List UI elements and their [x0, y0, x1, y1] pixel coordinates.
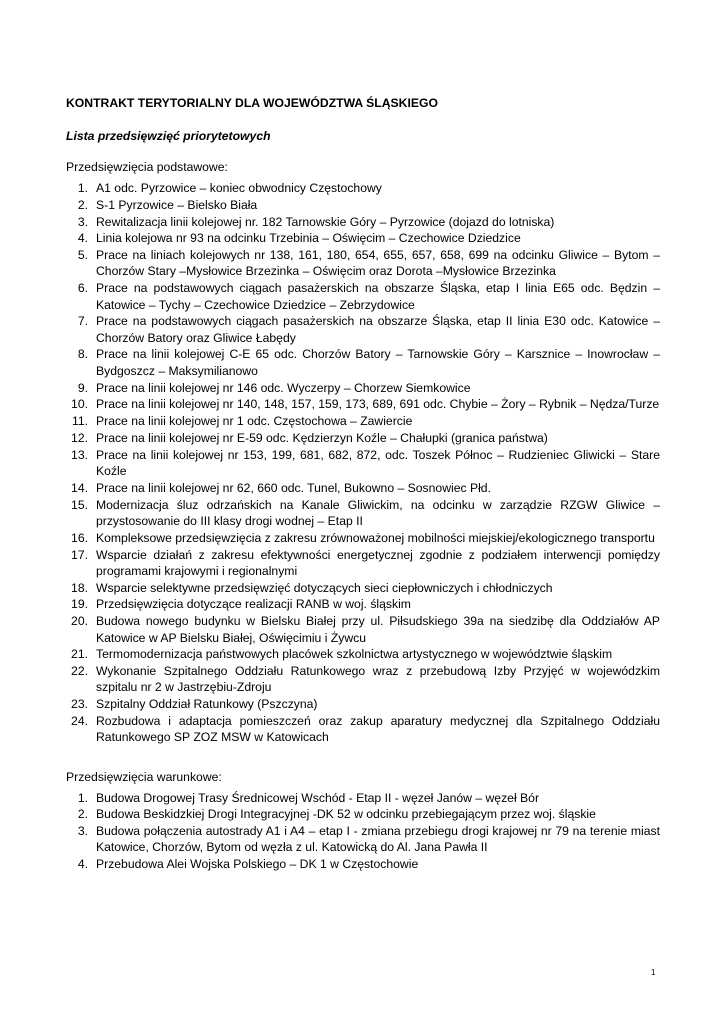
list-item-text: Termomodernizacja państwowych placówek szkolnictwa artystycznego w województwie śląskim — [96, 647, 613, 662]
list-item — [66, 580, 660, 596]
list-item — [66, 396, 660, 412]
list-item-number: 6. — [77, 281, 88, 296]
conditional-projects-list — [66, 790, 660, 873]
list-item-text: Kompleksowe przedsięwzięcia z zakresu zrównoważonej mobilności miejskiej/ekologicznego transportu — [96, 530, 655, 545]
list-item-number: 3. — [77, 214, 88, 229]
list-item-text: Linia kolejowa nr 93 na odcinku Trzebinia – Oświęcim – Czechowice Dziedzice — [96, 231, 521, 246]
list-item-text: A1 odc. Pyrzowice – koniec obwodnicy Częstochowy — [96, 181, 382, 195]
list-item-text: Szpitalny Oddział Ratunkowy (Pszczyna) — [96, 697, 318, 712]
list-item-number: 4. — [77, 231, 88, 246]
list-item-text: Prace na liniach kolejowych nr 138, 161, 180, 654, 655, 657, 658, 699 na odcinku Gliwice – Bytom – Chorzów Stary –Mysłowice Brzezinka – Oświęcim oraz Dorota –Mysłowice Brzezinka — [96, 248, 660, 279]
list-item-text: Prace na linii kolejowej nr 146 odc. Wyczerpy – Chorzew Siemkowice — [96, 380, 471, 395]
list-item-number: 2. — [77, 807, 88, 822]
list-item — [66, 547, 660, 580]
list-item-text: Prace na podstawowych ciągach pasażerskich na obszarze Śląska, etap I linia E65 odc. Będzin – Katowice – Tychy – Czechowice Dziedzice – Zebrzydowice — [96, 281, 660, 312]
list-item — [66, 230, 660, 246]
list-item — [66, 197, 660, 213]
list-item — [66, 613, 660, 646]
list-item-number: 5. — [77, 248, 88, 263]
list-item — [66, 596, 660, 612]
list-item — [66, 713, 660, 746]
document-subtitle: Lista przedsięwzięć priorytetowych — [66, 129, 271, 143]
list-item-number: 13. — [71, 447, 88, 462]
list-item-number: 10. — [71, 397, 88, 412]
list-item-number: 11. — [71, 414, 88, 429]
list-item-text: Budowa Beskidzkiej Drogi Integracyjnej -DK 52 w odcinku przebiegającym przez woj. śląskie — [96, 807, 596, 822]
list-item-number: 17. — [71, 547, 88, 562]
list-item-text: Prace na linii kolejowej nr 1 odc. Częstochowa – Zawiercie — [96, 414, 413, 429]
list-item-number: 4. — [77, 857, 88, 872]
list-item-number: 21. — [71, 647, 88, 662]
list-item-number: 8. — [77, 347, 88, 362]
basic-projects-list — [66, 180, 660, 746]
list-item-text: Prace na linii kolejowej C-E 65 odc. Chorzów Batory – Tarnowskie Góry – Karsznice – Inowrocław – Bydgoszcz – Maksymilianowo — [96, 347, 660, 378]
list-item-text: Przedsięwzięcia dotyczące realizacji RANB w woj. śląskim — [96, 597, 411, 612]
document-title: KONTRAKT TERYTORIALNY DLA WOJEWÓDZTWA ŚLĄSKIEGO — [66, 96, 438, 110]
list-item-text: Rozbudowa i adaptacja pomieszczeń oraz zakup aparatury medycznej dla Szpitalnego Oddziału Ratunkowego SP ZOZ MSW w Katowicach — [96, 714, 660, 745]
list-item — [66, 313, 660, 346]
list-item — [66, 413, 660, 429]
list-item-number: 7. — [77, 314, 88, 329]
list-item — [66, 214, 660, 230]
list-item — [66, 806, 660, 822]
list-item-text: Prace na linii kolejowej nr 153, 199, 681, 682, 872, odc. Toszek Północ – Rudzieniec Gliwicki – Stare Koźle — [96, 447, 660, 479]
list-item — [66, 646, 660, 662]
list-item — [66, 696, 660, 712]
section-heading-conditional: Przedsięwzięcia warunkowe: — [66, 769, 222, 784]
list-item — [66, 856, 660, 872]
section-heading-basic: Przedsięwzięcia podstawowe: — [66, 160, 228, 174]
list-item — [66, 380, 660, 396]
list-item-text: Budowa Drogowej Trasy Średnicowej Wschód - Etap II - węzeł Janów – węzeł Bór — [96, 790, 540, 805]
list-item-number: 20. — [71, 614, 88, 629]
list-item-number: 14. — [71, 480, 88, 495]
list-item-number: 24. — [71, 714, 88, 728]
list-item-text: Budowa połączenia autostrady A1 i A4 – etap I - zmiana przebiegu drogi krajowej nr 79 na terenie miast Katowice, Chorzów, Bytom od węzła z ul. Katowicką do Al. Jana Pawła II — [96, 824, 660, 855]
list-item-text: Prace na linii kolejowej nr E-59 odc. Kędzierzyn Koźle – Chałupki (granica państwa) — [96, 430, 548, 445]
list-item-text: Wykonanie Szpitalnego Oddziału Ratunkowego wraz z przebudową Izby Przyjęć w wojewódzkim szpitalu nr 2 w Jastrzębiu-Zdroju — [96, 664, 660, 695]
page-number: 1 — [651, 968, 656, 977]
list-item-number: 18. — [71, 580, 88, 595]
list-item-number: 1. — [77, 790, 88, 805]
list-item-text: Wsparcie selektywne przedsięwzięć dotyczących sieci ciepłowniczych i chłodniczych — [96, 580, 553, 595]
list-item-number: 3. — [77, 824, 88, 839]
list-item-number: 19. — [71, 597, 88, 612]
list-item — [66, 430, 660, 446]
list-item-text: Budowa nowego budynku w Bielsku Białej przy ul. Piłsudskiego 39a na siedzibę dla Oddziałów AP Katowice w AP Bielsku Białej, Oświęcimiu i Żywcu — [96, 614, 660, 645]
list-item — [66, 497, 660, 530]
list-item — [66, 530, 660, 546]
list-item-text: Modernizacja śluz odrzańskich na Kanale Gliwickim, na odcinku w zarządzie RZGW Gliwice – przystosowanie do III klasy drogi wodnej – Etap II — [96, 497, 660, 528]
list-item — [66, 823, 660, 856]
list-item — [66, 180, 660, 196]
list-item — [66, 346, 660, 379]
list-item-number: 22. — [71, 664, 88, 679]
list-item-text: Rewitalizacja linii kolejowej nr. 182 Tarnowskie Góry – Pyrzowice (dojazd do lotniska) — [96, 214, 555, 229]
list-item-text: Prace na podstawowych ciągach pasażerskich na obszarze Śląska, etap II linia E30 odc. Katowice – Chorzów Batory oraz Gliwice Łabędy — [96, 314, 660, 345]
list-item-text: Wsparcie działań z zakresu efektywności energetycznej zgodnie z podziałem interwencji pomiędzy programami krajowymi i regionalnymi — [96, 547, 660, 578]
list-item-number: 1. — [77, 181, 88, 195]
list-item-number: 15. — [71, 497, 88, 512]
list-item-text: Prace na linii kolejowej nr 140, 148, 157, 159, 173, 689, 691 odc. Chybie – Żory – Rybnik – Nędza/Turze — [96, 397, 660, 412]
list-item-text: S-1 Pyrzowice – Bielsko Biała — [96, 197, 258, 212]
list-item-number: 9. — [77, 380, 88, 395]
list-item-number: 16. — [71, 530, 88, 545]
list-item-number: 23. — [71, 697, 88, 712]
list-item — [66, 480, 660, 496]
list-item — [66, 280, 660, 313]
list-item-text: Przebudowa Alei Wojska Polskiego – DK 1 w Częstochowie — [96, 857, 419, 872]
list-item-number: 2. — [77, 197, 88, 212]
list-item — [66, 247, 660, 280]
list-item — [66, 790, 660, 806]
list-item — [66, 447, 660, 480]
list-item-number: 12. — [71, 430, 88, 445]
document-page — [66, 96, 660, 873]
list-item — [66, 663, 660, 696]
list-item-text: Prace na linii kolejowej nr 62, 660 odc. Tunel, Bukowno – Sosnowiec Płd. — [96, 480, 491, 495]
